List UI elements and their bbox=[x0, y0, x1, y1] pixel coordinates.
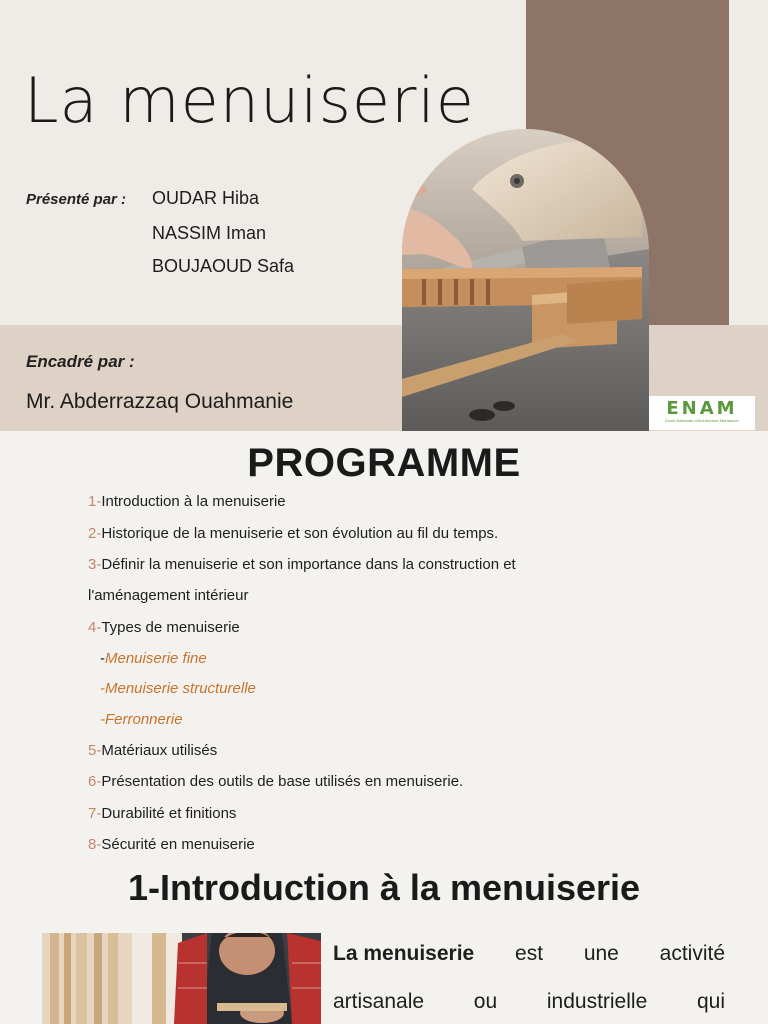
programme-item: l'aménagement intérieur bbox=[88, 587, 249, 604]
supervised-by-label: Encadré par : bbox=[26, 352, 135, 371]
intro-heading: 1-Introduction à la menuiserie bbox=[127, 867, 641, 908]
programme-item: 6-Présentation des outils de base utilisés en menuiserie. bbox=[88, 773, 464, 790]
programme-item: 4-Types de menuiserie bbox=[88, 619, 240, 636]
presented-by-label: Présenté par : bbox=[26, 191, 127, 208]
enam-logo bbox=[649, 396, 755, 430]
programme-item: 2-Historique de la menuiserie et son évolution au fil du temps. bbox=[88, 525, 499, 542]
intro-paragraph-line: artisanale ou industrielle qui bbox=[333, 990, 725, 1013]
programme-item: 8-Sécurité en menuiserie bbox=[88, 836, 255, 853]
enam-logo-subtitle: Ecole Nationale d'Architecture Marrakech bbox=[665, 418, 739, 423]
author-name: OUDAR Hiba bbox=[152, 188, 260, 208]
enam-logo-word: ENAM bbox=[666, 398, 738, 419]
programme-item: 3-Définir la menuiserie et son importance dans la construction et bbox=[88, 556, 516, 573]
programme-item: 7-Durabilité et finitions bbox=[88, 805, 237, 822]
supervisor-name: Mr. Abderrazzaq Ouahmanie bbox=[26, 390, 294, 413]
intro-term: La menuiserie bbox=[333, 942, 475, 965]
table-saw-photo bbox=[402, 129, 649, 431]
programme-subitem: -Menuiserie fine bbox=[100, 650, 207, 667]
intro-paragraph-line: La menuiserie est une activité bbox=[333, 930, 725, 978]
programme-title: PROGRAMME bbox=[247, 441, 521, 485]
intro-paragraph bbox=[333, 930, 725, 1024]
programme-subitem: -Menuiserie structurelle bbox=[100, 680, 256, 697]
programme-item: 5-Matériaux utilisés bbox=[88, 742, 218, 759]
author-name: NASSIM Iman bbox=[152, 223, 267, 243]
programme-subitem: -Ferronnerie bbox=[100, 711, 183, 728]
carpenter-photo bbox=[42, 933, 321, 1024]
author-name: BOUJAOUD Safa bbox=[152, 256, 295, 276]
programme-item: 1-Introduction à la menuiserie bbox=[88, 493, 286, 510]
cover-title: La menuiserie bbox=[24, 64, 475, 137]
